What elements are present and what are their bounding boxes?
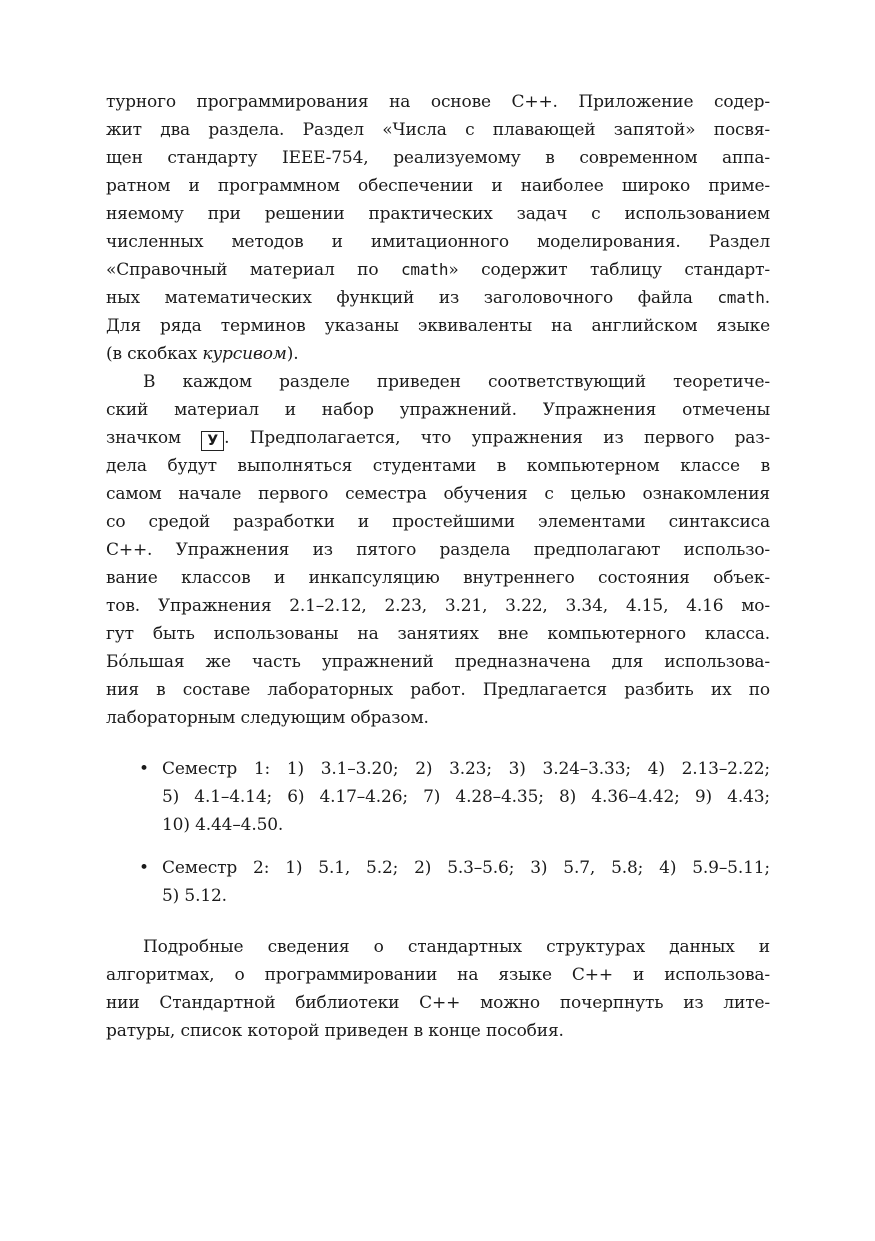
text-segment: 5) 5.12.: [162, 886, 227, 906]
text-line: [162, 882, 770, 910]
text-segment: значком: [106, 428, 202, 448]
text-line: [106, 256, 770, 284]
text-line: [106, 564, 770, 592]
text-line: [162, 783, 770, 811]
text-segment: Семестр 1: 1) 3.1–3.20; 2) 3.23; 3) 3.24–3.33; 4) 2.13–2.22;: [162, 759, 770, 779]
text-line: [106, 620, 770, 648]
text-line: [106, 989, 770, 1017]
text-line: [106, 480, 770, 508]
bullet-icon: •: [139, 759, 149, 779]
text-segment: ных математических функций из заголовочного файла: [106, 288, 718, 308]
exercise-marker-box: У: [201, 431, 224, 451]
text-segment: жит два раздела. Раздел «Числа с плавающей запятой» посвя-: [106, 120, 770, 140]
text-segment: ский материал и набор упражнений. Упражнения отмечены: [106, 400, 770, 420]
text-line: [106, 312, 770, 340]
text-line: [106, 452, 770, 480]
text-segment: cmath: [400, 260, 449, 279]
text-line: [106, 1017, 770, 1045]
text-segment: Семестр 2: 1) 5.1, 5.2; 2) 5.3–5.6; 3) 5.7, 5.8; 4) 5.9–5.11;: [162, 858, 770, 878]
text-line: [106, 424, 770, 452]
text-segment: . Предполагается, что упражнения из первого раз-: [224, 428, 770, 448]
paragraph: [106, 368, 770, 732]
list-item: [106, 854, 770, 910]
text-segment: Подробные сведения о стандартных структурах данных и: [143, 937, 770, 957]
text-segment: ратуры, список которой приведен в конце пособия.: [106, 1021, 564, 1041]
text-segment: 5) 4.1–4.14; 6) 4.17–4.26; 7) 4.28–4.35; 8) 4.36–4.42; 9) 4.43;: [162, 787, 770, 807]
paragraph: [106, 933, 770, 1045]
text-line: [106, 172, 770, 200]
text-segment: самом начале первого семестра обучения с целью ознакомления: [106, 484, 770, 504]
text-line: [106, 396, 770, 424]
text-segment: Бо́льшая же часть упражнений предназначена для использова-: [106, 652, 770, 672]
text-segment: Для ряда терминов указаны эквиваленты на английском языке: [106, 316, 770, 336]
text-segment: ния в составе лабораторных работ. Предлагается разбить их по: [106, 680, 770, 700]
text-segment: щен стандарту IEEE-754, реализуемому в современном аппа-: [106, 148, 770, 168]
text-line: [106, 961, 770, 989]
text-segment: дела будут выполняться студентами в компьютерном классе в: [106, 456, 770, 476]
text-line: [106, 704, 770, 732]
text-segment: .: [764, 288, 770, 308]
text-line: [106, 648, 770, 676]
text-segment: 10) 4.44–4.50.: [162, 815, 284, 835]
text-line: [106, 144, 770, 172]
text-line: [106, 200, 770, 228]
text-line: [162, 854, 770, 882]
text-segment: алгоритмах, о программировании на языке C++ и использова-: [106, 965, 770, 985]
text-line: [106, 116, 770, 144]
text-line: [162, 755, 770, 783]
text-segment: со средой разработки и простейшими элементами синтаксиса: [106, 512, 770, 532]
text-line: [106, 933, 770, 961]
text-line: [106, 340, 770, 368]
text-line: [106, 368, 770, 396]
text-segment: ратном и программном обеспечении и наиболее широко приме-: [106, 176, 770, 196]
text-segment: нии Стандартной библиотеки C++ можно почерпнуть из лите-: [106, 993, 770, 1013]
text-segment: гут быть использованы на занятиях вне компьютерного класса.: [106, 624, 770, 644]
paragraph: [106, 88, 770, 368]
bullet-list: [106, 755, 770, 910]
text-segment: тов. Упражнения 2.1–2.12, 2.23, 3.21, 3.22, 3.34, 4.15, 4.16 мо-: [106, 596, 770, 616]
text-segment: «Справочный материал по: [106, 260, 401, 280]
text-block: [106, 88, 770, 1045]
text-segment: турного программирования на основе C++. Приложение содер-: [106, 92, 770, 112]
bullet-icon: •: [139, 858, 149, 878]
text-segment: курсивом: [202, 344, 287, 364]
text-segment: няемому при решении практических задач с использованием: [106, 204, 770, 224]
text-line: [106, 592, 770, 620]
text-segment: численных методов и имитационного моделирования. Раздел: [106, 232, 770, 252]
text-line: [106, 536, 770, 564]
text-segment: вание классов и инкапсуляцию внутреннего состояния объек-: [106, 568, 770, 588]
list-item: [106, 755, 770, 839]
text-segment: (в скобках: [106, 344, 203, 364]
text-line: [106, 228, 770, 256]
text-segment: В каждом разделе приведен соответствующий теоретиче-: [143, 372, 770, 392]
text-segment: ).: [286, 344, 299, 364]
text-segment: лабораторным следующим образом.: [106, 708, 429, 728]
text-line: [162, 811, 770, 839]
text-segment: » содержит таблицу стандарт-: [448, 260, 770, 280]
text-segment: C++. Упражнения из пятого раздела предполагают использо-: [106, 540, 770, 560]
text-line: [106, 88, 770, 116]
text-segment: cmath: [717, 288, 765, 307]
text-line: [106, 284, 770, 312]
text-line: [106, 508, 770, 536]
text-line: [106, 676, 770, 704]
